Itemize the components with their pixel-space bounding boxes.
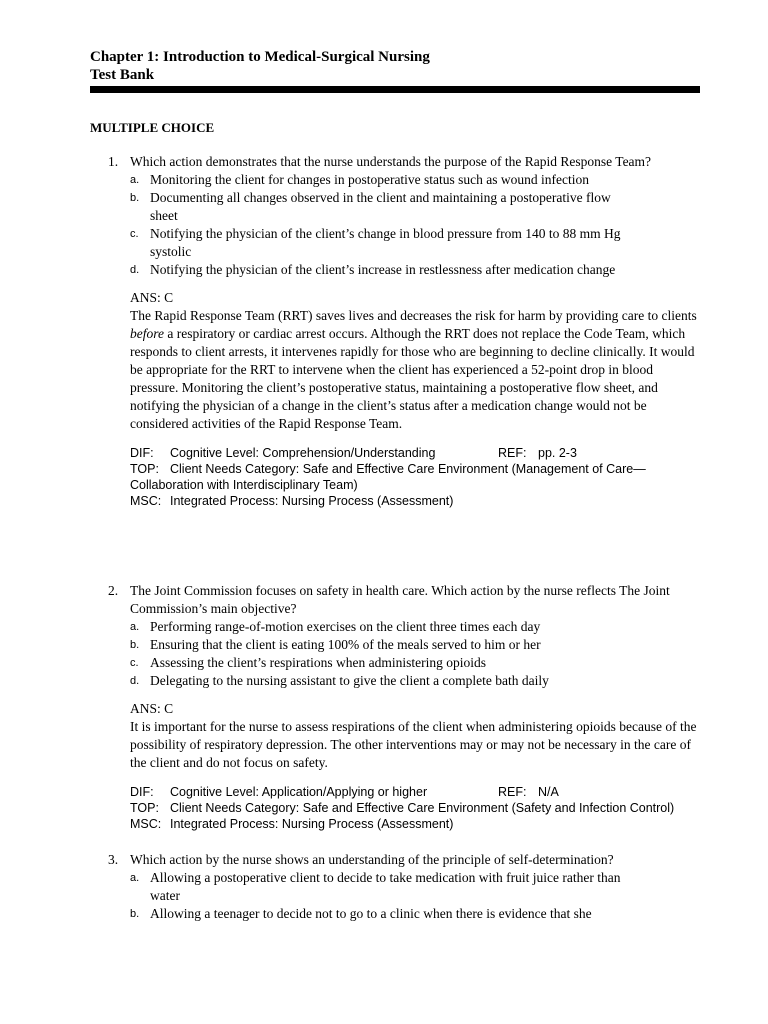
option-text: Monitoring the client for changes in postoperative status such as wound infection xyxy=(150,172,590,187)
question-metadata xyxy=(130,445,700,509)
rationale-emphasis: before xyxy=(130,326,164,341)
option-text: Notifying the physician of the client’s change in blood pressure from 140 to 88 mm Hg systolic xyxy=(150,226,621,259)
option-a xyxy=(130,171,700,189)
ref-value: N/A xyxy=(538,785,559,799)
option-letter: c. xyxy=(130,228,139,240)
option-a xyxy=(130,618,700,636)
question-3 xyxy=(108,851,700,923)
msc-value: Integrated Process: Nursing Process (Assessment) xyxy=(170,494,454,508)
rationale: It is important for the nurse to assess respirations of the client when administering opioids because of the possibility of respiratory depression. The other interventions may or may not be necessary in the care of the client and do not focus on safety. xyxy=(130,719,697,770)
question-stem: Which action by the nurse shows an understanding of the principle of self-determination? xyxy=(130,852,614,867)
option-d xyxy=(130,261,630,279)
option-text: Ensuring that the client is eating 100% of the meals served to him or her xyxy=(150,637,541,652)
ref xyxy=(498,445,577,461)
question-stem: Which action demonstrates that the nurse understands the purpose of the Rapid Response Team? xyxy=(130,154,652,169)
rationale-text-1: The Rapid Response Team (RRT) saves lives and decreases the risk for harm by providing care to clients xyxy=(130,308,697,323)
option-letter: b. xyxy=(130,192,140,204)
option-letter: b. xyxy=(130,908,140,920)
top-value: Client Needs Category: Safe and Effective Care Environment (Management of Care— xyxy=(170,462,646,476)
msc-value: Integrated Process: Nursing Process (Assessment) xyxy=(170,817,454,831)
option-text: Allowing a teenager to decide not to go to a clinic when there is evidence that she xyxy=(150,906,592,921)
option-letter: d. xyxy=(130,264,140,276)
msc-label: MSC: xyxy=(130,817,162,831)
option-text: Allowing a postoperative client to decide to take medication with fruit juice rather than water xyxy=(150,870,621,903)
question-1 xyxy=(108,153,700,509)
question-number: 2. xyxy=(108,583,119,598)
msc-row xyxy=(130,493,700,509)
dif-value: Cognitive Level: Application/Applying or higher xyxy=(170,785,428,799)
ref-label: REF: xyxy=(498,785,527,799)
question-number: 1. xyxy=(108,154,119,169)
option-letter: a. xyxy=(130,174,140,186)
section-heading: MULTIPLE CHOICE xyxy=(90,120,215,135)
header-rule xyxy=(90,86,700,93)
dif-row xyxy=(130,784,700,800)
dif-label: DIF: xyxy=(130,785,154,799)
option-b xyxy=(130,636,700,654)
option-letter: a. xyxy=(130,621,140,633)
options-list xyxy=(130,869,700,923)
top-row-continued xyxy=(130,477,700,493)
option-text: Delegating to the nursing assistant to give the client a complete bath daily xyxy=(150,673,549,688)
answer-key: ANS: C xyxy=(130,290,174,305)
option-letter: d. xyxy=(130,675,140,687)
top-row xyxy=(130,800,700,816)
option-b xyxy=(130,189,640,225)
top-row xyxy=(130,461,700,477)
option-d xyxy=(130,672,700,690)
answer-key: ANS: C xyxy=(130,701,174,716)
ref xyxy=(498,784,559,800)
option-text: Documenting all changes observed in the client and maintaining a postoperative flow sheet xyxy=(150,190,611,223)
dif-value: Cognitive Level: Comprehension/Understanding xyxy=(170,446,436,460)
question-metadata xyxy=(130,784,700,832)
question-number: 3. xyxy=(108,852,119,867)
option-text: Performing range-of-motion exercises on the client three times each day xyxy=(150,619,541,634)
rationale-text-2: a respiratory or cardiac arrest occurs. Although the RRT does not replace the Code Team, which responds to client arrests, it intervenes rapidly for those who are beginning to decline clinically. It would be appropriate for the RRT to intervene when the client has experienced a 52-point drop in blood pressure. Monitoring the client’s postoperative status, maintaining a postoperative flow sheet, and notifying the physician of a change in the client’s status after a medication change would not be considered activities of the Rapid Response Team. xyxy=(130,326,695,431)
msc-row xyxy=(130,816,700,832)
top-label: TOP: xyxy=(130,801,159,815)
ref-value: pp. 2-3 xyxy=(538,446,577,460)
options-list xyxy=(130,618,700,690)
option-c xyxy=(130,654,700,672)
option-c xyxy=(130,225,655,261)
option-letter: a. xyxy=(130,872,140,884)
dif-label: DIF: xyxy=(130,446,154,460)
option-text: Assessing the client’s respirations when administering opioids xyxy=(150,655,486,670)
question-stem: The Joint Commission focuses on safety in health care. Which action by the nurse reflects The Joint Commission’s main objective? xyxy=(130,583,670,616)
test-bank-subtitle: Test Bank xyxy=(90,67,155,83)
top-label: TOP: xyxy=(130,462,159,476)
msc-label: MSC: xyxy=(130,494,162,508)
top-value-continued: Collaboration with Interdisciplinary Team) xyxy=(130,478,358,492)
top-value: Client Needs Category: Safe and Effective Care Environment (Safety and Infection Control) xyxy=(170,801,675,815)
ref-label: REF: xyxy=(498,446,527,460)
option-letter: b. xyxy=(130,639,140,651)
option-letter: c. xyxy=(130,657,139,669)
chapter-title: Chapter 1: Introduction to Medical-Surgical Nursing xyxy=(90,49,430,65)
dif-row xyxy=(130,445,700,461)
option-b xyxy=(130,905,700,923)
option-a xyxy=(130,869,650,905)
option-text: Notifying the physician of the client’s increase in restlessness after medication change xyxy=(150,262,616,277)
options-list xyxy=(130,171,700,279)
rationale xyxy=(130,307,702,433)
question-2 xyxy=(108,582,700,832)
